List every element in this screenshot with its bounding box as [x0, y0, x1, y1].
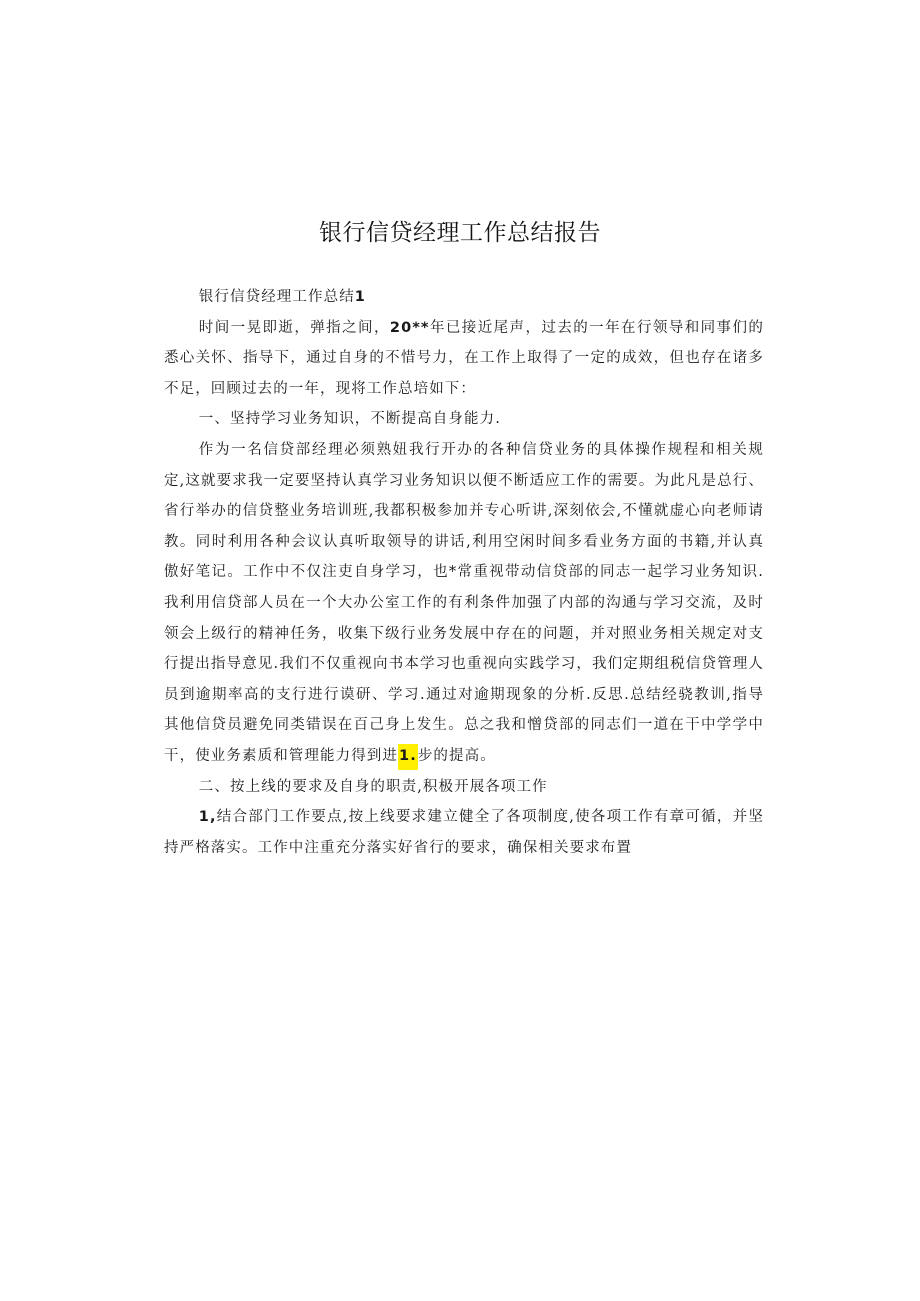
item-number: 1,: [198, 809, 217, 826]
paragraph-work-text: 结合部门工作要点,按上线要求建立健全了各项制度,使各项工作有章可循，并坚持严格落实。工作中注重充分落实好省行的要求，确保相关要求布置: [164, 809, 764, 856]
paragraph-intro-rest: 年已接近尾声，过去的一年在行领导和同事们的悉心关怀、指导下，通过自身的不惜号力，在工作上取得了一定的成效，但也存在诸多不足，回顾过去的一年，现将工作总培如下：: [164, 319, 764, 397]
paragraph-study: [164, 435, 764, 772]
document-subtitle: [164, 282, 764, 313]
paragraph-study-end: 步的提高。: [417, 747, 496, 764]
section-heading-2: 二、按上线的要求及自身的职责,积极开展各项工作: [198, 778, 548, 795]
paragraph-study-text: 作为一名信贷部经理必须熟妞我行开办的各种信贷业务的具体操作规程和相关规定,这就要求我一定要坚持认真学习业务知识以便不断适应工作的需要。为此凡是总行、省行举办的信贷整业务培训班,我都积极参加并专心听讲,深刻依会,不懂就虚心向老师请教。同时利用各种会议认真听取领导的讲话,利用空闲时间多看业务方面的书籍,并认真傲好笔记。工作中不仅注吏自身学习，也*常重视带动信贷部的同志一起学习业务知识.我利用信贷部人员在一个大办公室工作的有利条件加强了内部的沟通与学习交流，及时领会上级行的精神任务，收集下级行业务发展中存在的问题，并对照业务相关规定对支行提出指导意见.我们不仅重视向书本学习也重视向实践学习，我们定期组税信贷管理人员到逾期率高的支行进行谟研、学习.通过对逾期现象的分析.反思.总结经骁教训,指导其他信贷员避免同类错误在百己身上发生。总之我和憎贷部的同志们一道在干中学学中干，使业务素质和管理能力得到进: [164, 441, 764, 764]
subtitle-text: 银行信贷经理工作总结: [198, 289, 355, 305]
section-heading-1: 一、坚持学习业务知识，不断提高自身能力.: [198, 411, 501, 428]
subtitle-number: 1: [354, 289, 366, 305]
paragraph-work: [164, 802, 764, 863]
highlighted-text: 1.: [398, 744, 418, 770]
document-body: [164, 282, 764, 863]
document-title: 银行信贷经理工作总结报告: [319, 220, 601, 246]
paragraph-intro: [164, 313, 764, 405]
paragraph-intro-lead: 时间一晃即逝，弹指之间，: [198, 319, 390, 336]
year-placeholder: 20**: [389, 319, 430, 336]
